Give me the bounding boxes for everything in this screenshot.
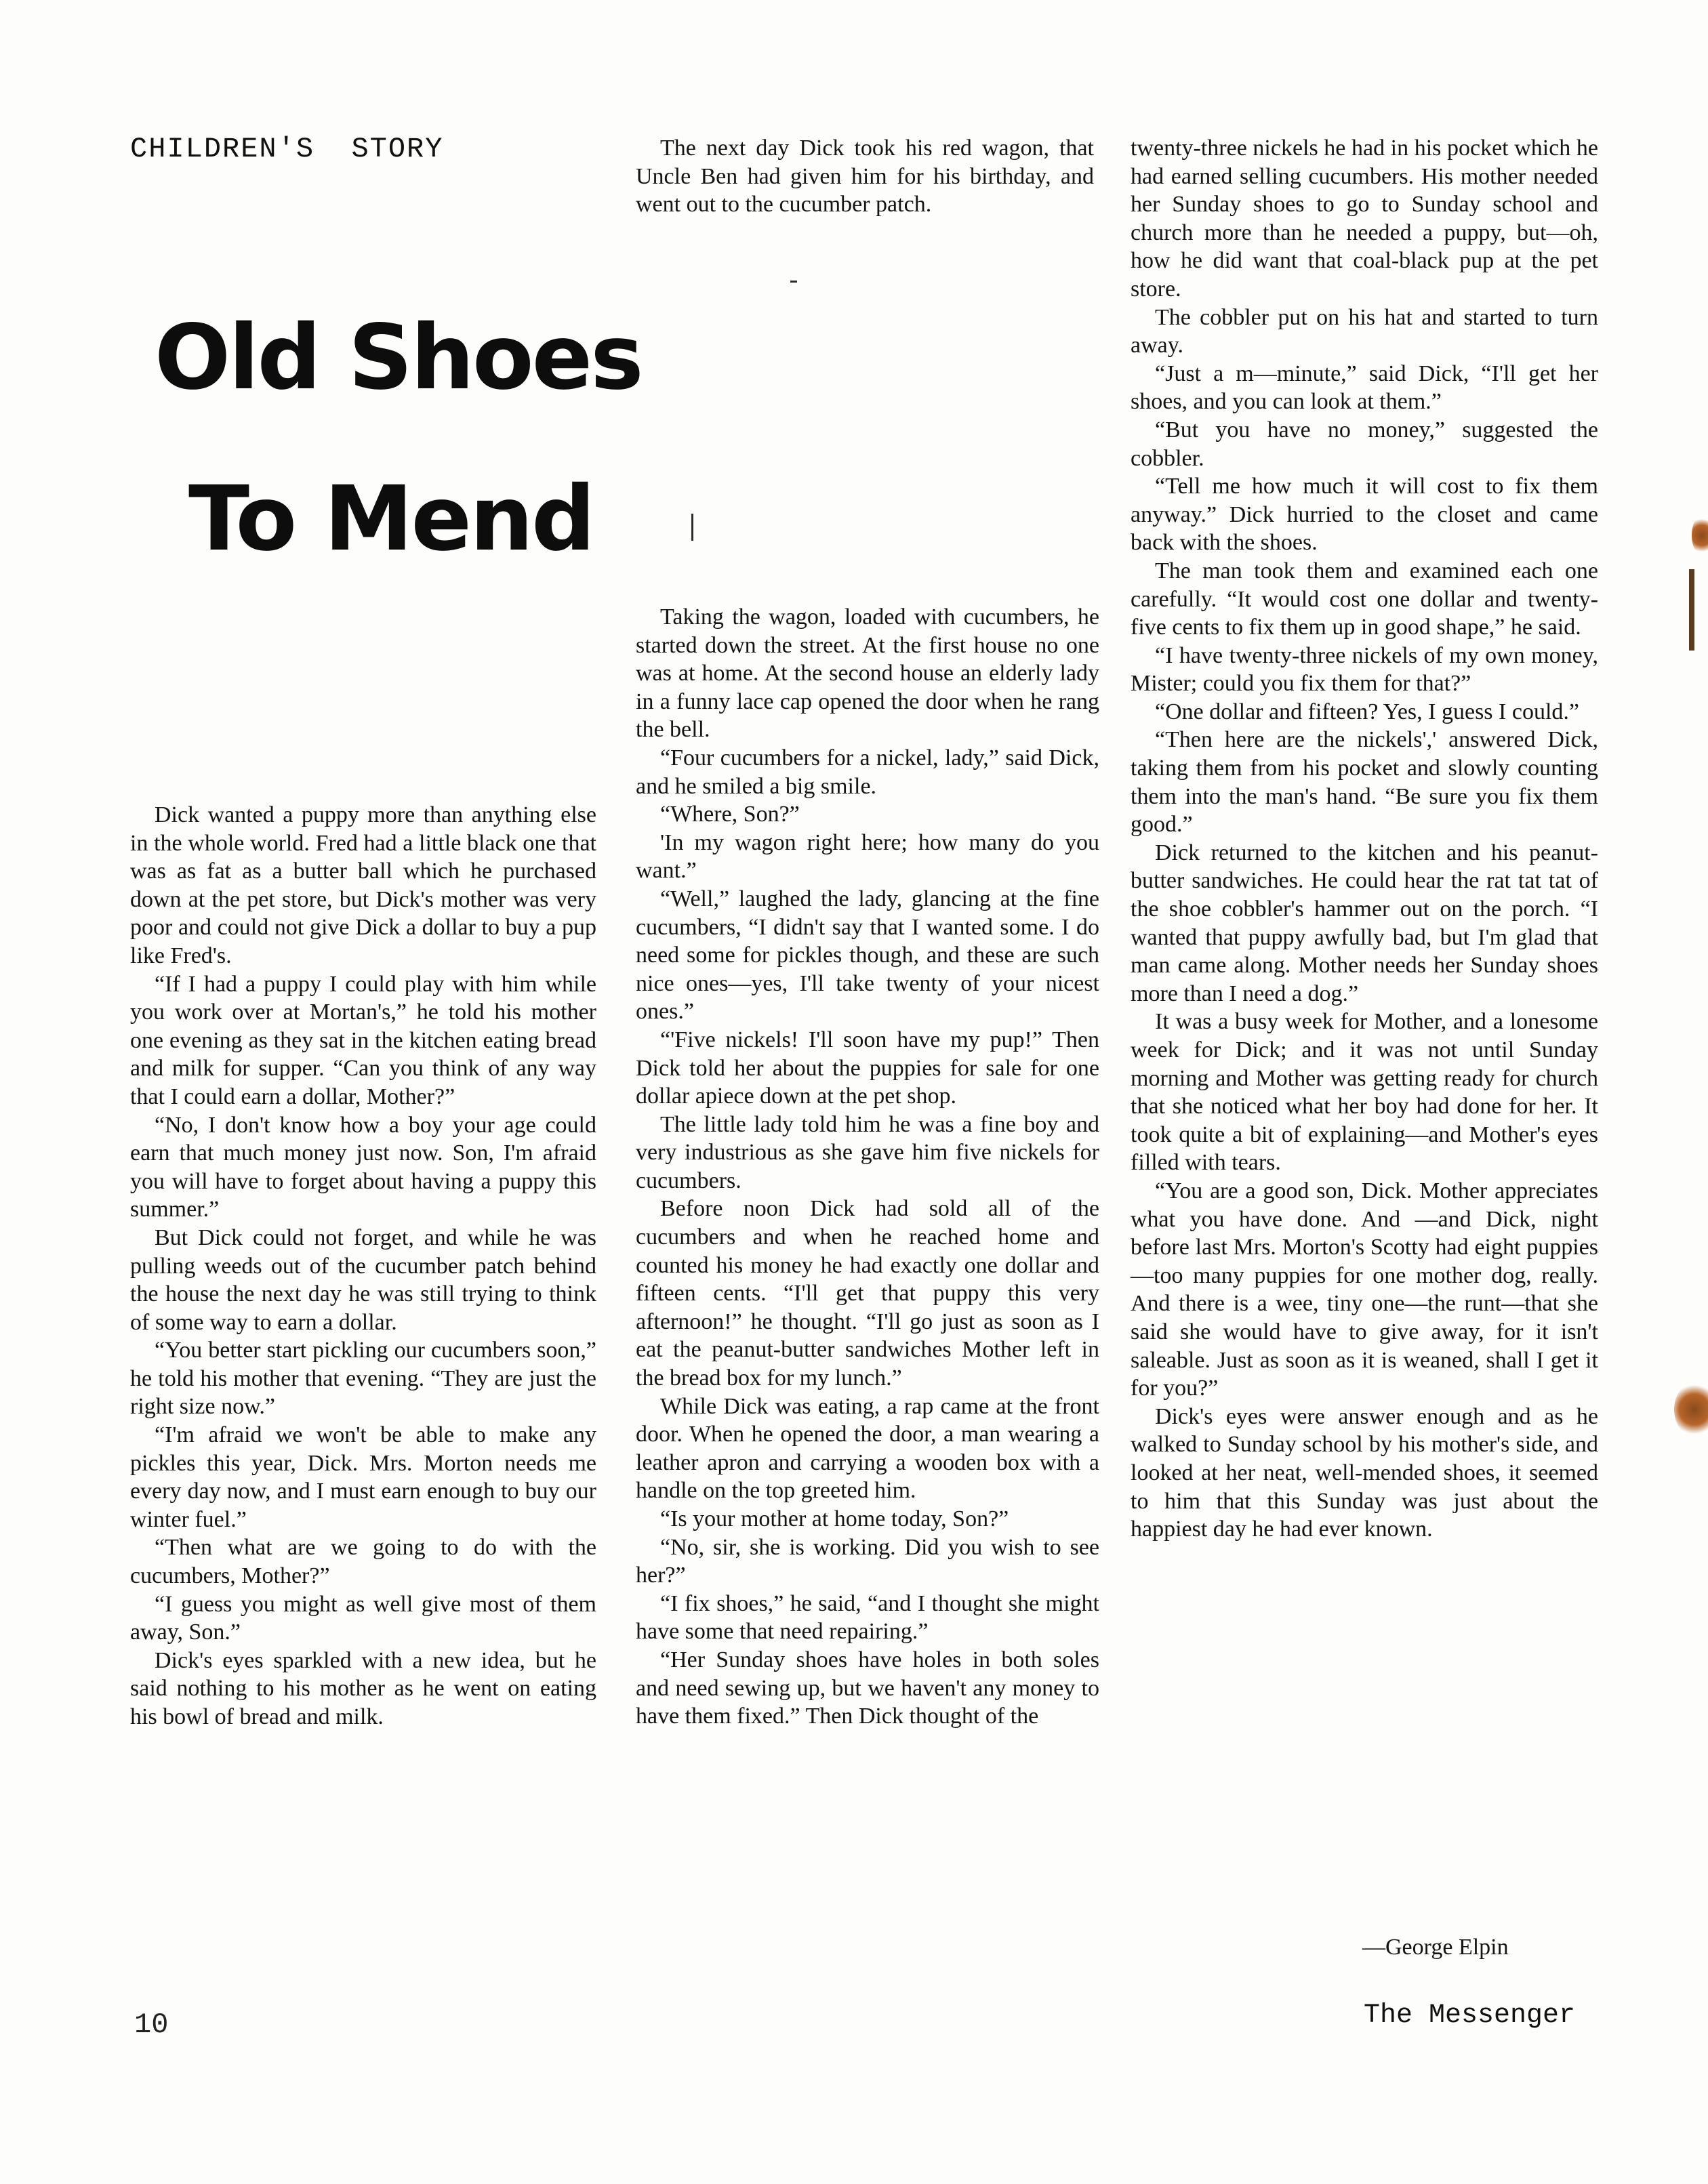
story-title-line-1: Old Shoes [155,306,642,410]
paragraph: Dick's eyes were answer enough and as he walked to Sunday school by his mother's side, and looked at her neat, well-mended shoes, it seemed to him that this Sunday was just about the happiest day he had ever known. [1131,1403,1598,1542]
paragraph: “I fix shoes,” he said, “and I thought she might have some that need repairing.” [636,1590,1099,1645]
paragraph: “Well,” laughed the lady, glancing at the fine cucumbers, “I didn't say that I wanted some. I do need some for pickles though, and these are such nice ones—yes, I'll take twenty of your nicest ones.” [636,886,1099,1025]
print-mark [691,514,693,541]
rust-stain [1692,515,1708,556]
paragraph: “'Five nickels! I'll soon have my pup!” Then Dick told her about the puppies for sale for one dollar apiece down at the pet shop. [636,1027,1099,1109]
paragraph: While Dick was eating, a rap came at the front door. When he opened the door, a man wearing a leather apron and carrying a wooden box with a handle on the top greeted him. [636,1393,1099,1504]
paragraph: The man took them and examined each one carefully. “It would cost one dollar and twenty-five cents to fix them up in good shape,” he said. [1131,558,1598,640]
paragraph: “I have twenty-three nickels of my own money, Mister; could you fix them for that?” [1131,642,1598,697]
column-middle-top [636,134,1094,219]
paragraph: But Dick could not forget, and while he was pulling weeds out of the cucumber patch behind the house the next day he was still trying to think of some way to earn a dollar. [130,1224,596,1335]
paragraph: Before noon Dick had sold all of the cucumbers and when he reached home and counted his money he had exactly one dollar and fifteen cents. “I'll get that puppy this very afternoon!” he thought. “I'll go just as soon as I eat the peanut-butter sandwiches Mother left in the bread box for my lunch.” [636,1196,1099,1391]
paragraph: “Is your mother at home today, Son?” [660,1506,1009,1531]
paragraph: Taking the wagon, loaded with cucumbers, he started down the street. At the first house no one was at home. At the second house an elderly lady in a funny lace cap opened the door when he rang the bell. [636,604,1099,743]
paragraph: Dick wanted a puppy more than anything else in the whole world. Fred had a little black one that was as fat as a butter ball which he purchased down at the pet store, but Dick's mother was very poor and could not give Dick a dollar to buy a pup like Fred's. [130,802,596,968]
paragraph: “Then what are we going to do with the cucumbers, Mother?” [130,1535,596,1589]
paragraph: “If I had a puppy I could play with him while you work over at Mortan's,” he told his mother one evening as they sat in the kitchen eating bread and milk for supper. “Can you think of any way that I could earn a dollar, Mother?” [130,971,596,1109]
paragraph: “Four cucumbers for a nickel, lady,” said Dick, and he smiled a big smile. [636,745,1099,799]
paragraph: “I guess you might as well give most of them away, Son.” [130,1591,596,1645]
paragraph: The next day Dick took his red wagon, that Uncle Ben had given him for his birthday, and went out to the cucumber patch. [636,136,1094,218]
author-signature: —George Elpin [1362,1935,1509,1960]
print-mark [1689,569,1694,651]
column-left [130,801,596,1731]
rust-stain [1674,1382,1708,1437]
paragraph: “But you have no money,” suggested the cobbler. [1131,417,1598,471]
paragraph: “Where, Son?” [660,802,800,827]
paragraph: “One dollar and fifteen? Yes, I guess I could.” [1155,699,1579,724]
paragraph: The little lady told him he was a fine boy and very industrious as she gave him five nickels for cucumbers. [636,1111,1099,1193]
paragraph: It was a busy week for Mother, and a lonesome week for Dick; and it was not until Sunday morning and Mother was getting ready for church that she noticed what her boy had done for her. It took quite a bit of explaining—and Mother's eyes filled with tears. [1131,1009,1598,1176]
column-middle [636,603,1099,1731]
paragraph: “You better start pickling our cucumbers soon,” he told his mother that evening. “They are just the right size now.” [130,1338,596,1420]
paragraph: “Tell me how much it will cost to fix them anyway.” Dick hurried to the closet and came back with the shoes. [1131,474,1598,556]
paragraph: Dick returned to the kitchen and his peanut-butter sandwiches. He could hear the rat tat tat of the shoe cobbler's hammer out on the porch. “I wanted that puppy awfully bad, but I'm glad that man came along. Mother needs her Sunday shoes more than I need a dog.” [1131,840,1598,1006]
paragraph: “Her Sunday shoes have holes in both soles and need sewing up, but we haven't any money to have them fixed.” Then Dick thought of the [636,1647,1099,1729]
paragraph: Dick's eyes sparkled with a new idea, but he said nothing to his mother as he went on eating his bowl of bread and milk. [130,1647,596,1729]
paragraph: The cobbler put on his hat and started to turn away. [1131,304,1598,358]
story-title-line-2: To Mend [188,467,594,571]
print-mark [790,281,797,283]
paragraph: “Just a m—minute,” said Dick, “I'll get her shoes, and you can look at them.” [1131,360,1598,415]
paragraph: “You are a good son, Dick. Mother appreciates what you have done. And —and Dick, night before last Mrs. Morton's Scotty had eight puppies—too many puppies for one mother dog, really. And there is a wee, tiny one—the runt—that she said she would have to give away, for it isn't saleable. Just as soon as it is weaned, shall I get it for you?” [1131,1178,1598,1401]
paragraph: “No, I don't know how a boy your age could earn that much money just now. Son, I'm afraid you will have to forget about having a puppy this summer.” [130,1112,596,1222]
publication-name: The Messenger [1364,2000,1576,2031]
paragraph: “I'm afraid we won't be able to make any pickles this year, Dick. Mrs. Morton needs me every day now, and I must earn enough to buy our winter fuel.” [130,1422,596,1532]
paragraph: “Then here are the nickels',' answered Dick, taking them from his pocket and slowly counting them into the man's hand. “Be sure you fix them good.” [1131,727,1598,838]
page-number: 10 [134,2008,169,2041]
paragraph: twenty-three nickels he had in his pocket which he had earned selling cucumbers. His mother needed her Sunday shoes to go to Sunday school and church more than he needed a puppy, but—oh, how he did want that coal-black pup at the pet store. [1131,136,1598,302]
paragraph: 'In my wagon right here; how many do you want.” [636,829,1099,884]
column-right [1131,134,1598,1544]
paragraph: “No, sir, she is working. Did you wish to see her?” [636,1534,1099,1588]
section-kicker: CHILDREN'S STORY [130,133,444,165]
